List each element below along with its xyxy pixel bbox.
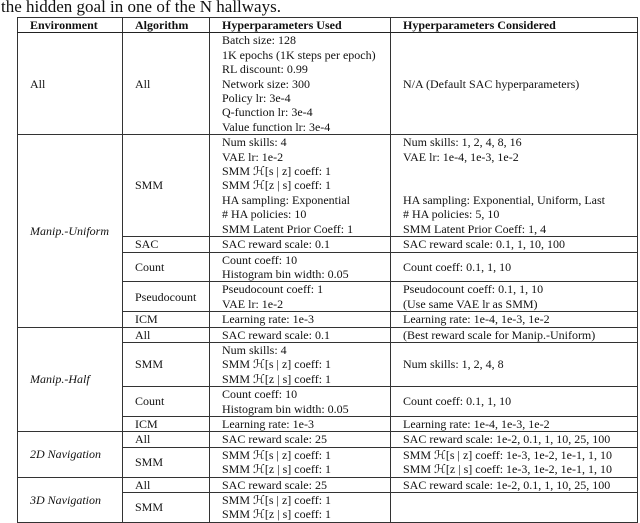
algorithm-cell: SMM (123, 342, 210, 386)
hyperparameters-used-cell (210, 312, 391, 327)
hyperparameters-used-cell (210, 237, 391, 252)
hyperparameters-considered-cell (391, 327, 638, 342)
considered-value (403, 178, 633, 192)
used-value: SMM ℋ[z | s] coeff: 1 (222, 178, 332, 193)
hyperparameters-used-cell (210, 447, 391, 477)
hyperparameters-used-cell (210, 493, 391, 523)
used-value: SAC reward scale: 25 (222, 432, 327, 447)
hyperparameters-used-cell (210, 416, 391, 431)
considered-value: # HA policies: 5, 10 (403, 207, 500, 222)
environment-cell: 3D Navigation (18, 477, 123, 522)
considered-value: Learning rate: 1e-4, 1e-3, 1e-2 (403, 312, 550, 327)
considered-value: SAC reward scale: 1e-2, 0.1, 1, 10, 25, 100 (403, 432, 611, 447)
considered-value: Count coeff: 0.1, 1, 10 (403, 394, 512, 409)
hyperparameters-used-cell (210, 342, 391, 386)
used-value: Policy lr: 3e-4 (222, 91, 291, 106)
table-row (18, 327, 638, 342)
considered-value (403, 164, 633, 178)
hyperparameter-table (17, 17, 638, 523)
used-value: SMM ℋ[z | s] coeff: 1 (222, 507, 332, 522)
hyperparameters-considered-cell (391, 477, 638, 492)
hyperparameters-used-cell (210, 252, 391, 282)
used-value: SAC reward scale: 0.1 (222, 327, 330, 342)
used-value: SMM Latent Prior Coeff: 1 (222, 221, 354, 236)
considered-value: SMM ℋ[z | s] coeff: 1e-3, 1e-2, 1e-1, 1, 10 (403, 462, 612, 477)
hyperparameters-considered-cell (391, 416, 638, 431)
used-value: SMM ℋ[s | z] coeff: 1 (222, 493, 332, 507)
used-value: Network size: 300 (222, 76, 310, 91)
used-value: SMM ℋ[z | s] coeff: 1 (222, 371, 332, 386)
considered-value: SMM Latent Prior Coeff: 1, 4 (403, 221, 547, 236)
hyperparameters-used-cell (210, 432, 391, 447)
used-value: Pseudocount coeff: 1 (222, 282, 324, 297)
algorithm-cell: All (123, 33, 210, 135)
table-row (18, 477, 638, 492)
hyperparameters-considered-cell (391, 135, 638, 237)
considered-value: HA sampling: Exponential, Uniform, Last (403, 192, 605, 207)
caption-text: the hidden goal in one of the N hallways. (1, 0, 281, 16)
hyperparameters-considered-cell (391, 33, 638, 135)
considered-value: N/A (Default SAC hyperparameters) (403, 76, 580, 91)
hyperparameters-considered-cell (391, 342, 638, 386)
algorithm-cell: All (123, 327, 210, 342)
algorithm-cell: ICM (123, 416, 210, 431)
considered-value: VAE lr: 1e-4, 1e-3, 1e-2 (403, 149, 519, 164)
considered-value: Learning rate: 1e-4, 1e-3, 1e-2 (403, 416, 550, 431)
used-value: # HA policies: 10 (222, 207, 307, 222)
header-hyperparameters-considered: Hyperparameters Considered (391, 18, 638, 33)
hyperparameters-considered-cell (391, 387, 638, 417)
hyperparameters-considered-cell (391, 282, 638, 312)
algorithm-cell: Count (123, 252, 210, 282)
used-value: Histogram bin width: 0.05 (222, 401, 349, 416)
used-value: SAC reward scale: 0.1 (222, 237, 330, 252)
table-row (18, 135, 638, 237)
hyperparameters-used-cell (210, 327, 391, 342)
considered-value: SAC reward scale: 0.1, 1, 10, 100 (403, 237, 565, 252)
hyperparameters-used-cell (210, 477, 391, 492)
hyperparameters-used-cell (210, 387, 391, 417)
considered-value: (Best reward scale for Manip.-Uniform) (403, 327, 596, 342)
used-value: Count coeff: 10 (222, 387, 298, 402)
header-row (18, 18, 638, 33)
used-value: RL discount: 0.99 (222, 62, 308, 77)
considered-value: SAC reward scale: 1e-2, 0.1, 1, 10, 25, 100 (403, 477, 611, 492)
algorithm-cell: SAC (123, 237, 210, 252)
environment-cell: All (18, 33, 123, 135)
algorithm-cell: All (123, 432, 210, 447)
environment-cell: Manip.-Uniform (18, 135, 123, 327)
used-value: Count coeff: 10 (222, 252, 298, 267)
environment-cell: 2D Navigation (18, 432, 123, 477)
used-value: Batch size: 128 (222, 33, 296, 48)
considered-value: Num skills: 1, 2, 4, 8 (403, 357, 504, 372)
used-value: Value function lr: 3e-4 (222, 119, 331, 134)
considered-value: SMM ℋ[s | z] coeff: 1e-3, 1e-2, 1e-1, 1, 10 (403, 447, 612, 462)
used-value: Num skills: 4 (222, 135, 287, 150)
table-row (18, 33, 638, 135)
used-value: SMM ℋ[s | z] coeff: 1 (222, 357, 332, 372)
table-header (18, 18, 638, 33)
hyperparameters-used-cell (210, 135, 391, 237)
table-row (18, 432, 638, 447)
used-value: Histogram bin width: 0.05 (222, 266, 349, 281)
considered-value (403, 500, 633, 514)
used-value: SMM ℋ[z | s] coeff: 1 (222, 462, 332, 477)
considered-value: (Use same VAE lr as SMM) (403, 296, 538, 311)
considered-value: Count coeff: 0.1, 1, 10 (403, 259, 512, 274)
considered-value: Pseudocount coeff: 0.1, 1, 10 (403, 282, 544, 297)
hyperparameters-considered-cell (391, 237, 638, 252)
table-body (18, 33, 638, 522)
hyperparameters-considered-cell (391, 447, 638, 477)
used-value: SMM ℋ[s | z] coeff: 1 (222, 447, 332, 462)
hyperparameters-considered-cell (391, 312, 638, 327)
algorithm-cell: Pseudocount (123, 282, 210, 312)
used-value: Num skills: 4 (222, 342, 287, 357)
used-value: 1K epochs (1K steps per epoch) (222, 47, 376, 62)
algorithm-cell: All (123, 477, 210, 492)
header-algorithm: Algorithm (123, 18, 210, 33)
algorithm-cell: Count (123, 387, 210, 417)
considered-value: Num skills: 1, 2, 4, 8, 16 (403, 135, 522, 150)
used-value: VAE lr: 1e-2 (222, 296, 284, 311)
used-value: Learning rate: 1e-3 (222, 416, 314, 431)
header-hyperparameters-used: Hyperparameters Used (210, 18, 391, 33)
used-value: SMM ℋ[s | z] coeff: 1 (222, 164, 332, 179)
hyperparameters-used-cell (210, 33, 391, 135)
used-value: SAC reward scale: 25 (222, 477, 327, 492)
used-value: HA sampling: Exponential (222, 192, 350, 207)
used-value: Q-function lr: 3e-4 (222, 105, 313, 120)
algorithm-cell: SMM (123, 447, 210, 477)
used-value: Learning rate: 1e-3 (222, 312, 314, 327)
algorithm-cell: SMM (123, 135, 210, 237)
hyperparameters-considered-cell (391, 493, 638, 523)
hyperparameters-considered-cell (391, 432, 638, 447)
algorithm-cell: ICM (123, 312, 210, 327)
header-environment: Environment (18, 18, 123, 33)
used-value: VAE lr: 1e-2 (222, 149, 284, 164)
hyperparameters-considered-cell (391, 252, 638, 282)
algorithm-cell: SMM (123, 493, 210, 523)
hyperparameters-used-cell (210, 282, 391, 312)
environment-cell: Manip.-Half (18, 327, 123, 432)
